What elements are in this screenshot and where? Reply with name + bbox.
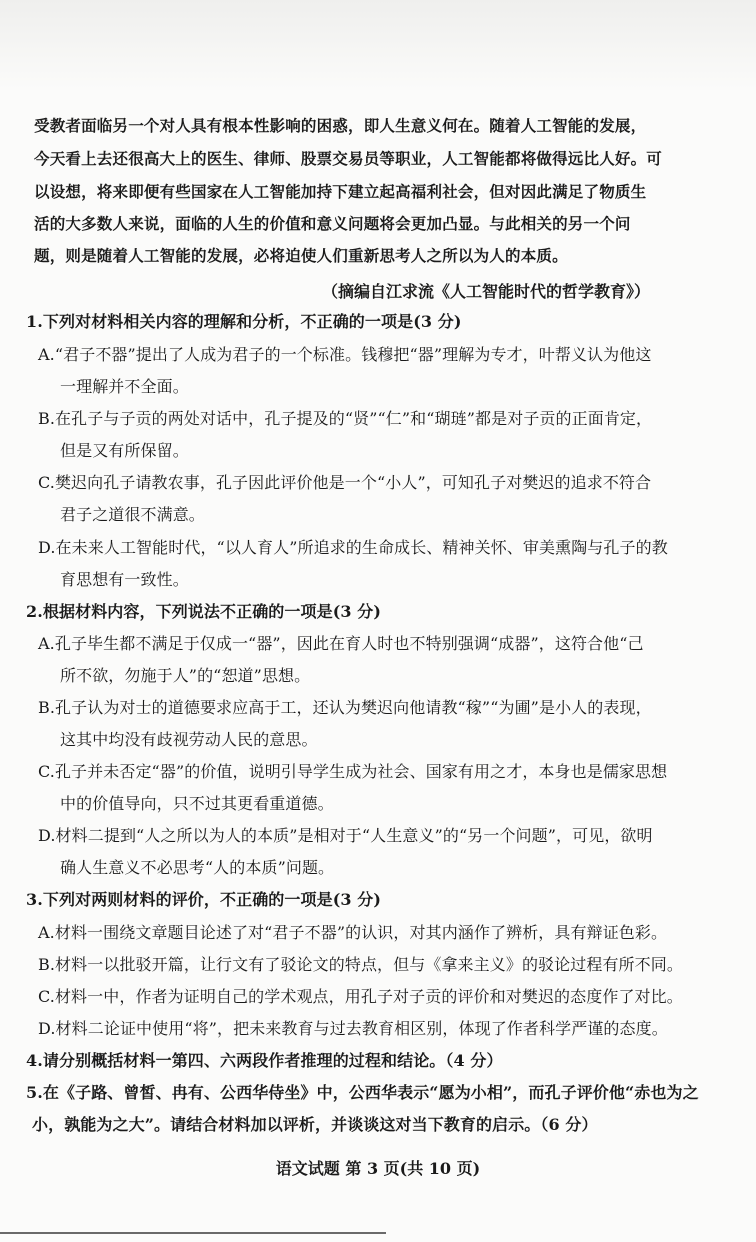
q1-option-a-cont: 一理解并不全面。 (60, 377, 189, 396)
question-5-stem: 5.在《子路、曾皙、冉有、公西华侍坐》中，公西华表示“愿为小相”，而孔子评价他“赤也为之 (26, 1083, 699, 1102)
passage-line: 活的大多数人来说，面临的人生的价值和意义问题将会更加凸显。与此相关的另一个问 (34, 215, 631, 233)
passage-source: （摘编自江求流《人工智能时代的哲学教育》） (322, 282, 651, 301)
q3-option-c: C.材料一中，作者为证明自己的学术观点，用孔子对子贡的评价和对樊迟的态度作了对比。 (38, 987, 683, 1006)
page-footer: 语文试题 第 3 页(共 10 页) (275, 1159, 481, 1178)
q1-option-d-cont: 育思想有一致性。 (60, 570, 189, 589)
q2-option-c-cont: 中的价值导向，只不过其更看重道德。 (60, 794, 334, 813)
question-4-stem: 4.请分别概括材料一第四、六两段作者推理的过程和结论。（4 分） (26, 1051, 503, 1070)
passage-line: 受教者面临另一个对人具有根本性影响的困惑，即人生意义何在。随着人工智能的发展， (34, 117, 647, 135)
q1-option-c-cont: 君子之道很不满意。 (60, 505, 205, 524)
divider (0, 1232, 386, 1234)
q1-option-a: A.“君子不器”提出了人成为君子的一个标准。钱穆把“器”理解为专才，叶帮义认为他这 (38, 345, 652, 364)
q3-option-d: D.材料二论证中使用“将”，把未来教育与过去教育相区别，体现了作者科学严谨的态度。 (38, 1019, 668, 1038)
q2-option-c: C.孔子并未否定“器”的价值，说明引导学生成为社会、国家有用之才，本身也是儒家思想 (38, 762, 668, 781)
q1-option-c: C.樊迟向孔子请教农事，孔子因此评价他是一个“小人”，可知孔子对樊迟的追求不符合 (38, 473, 652, 492)
question-5-stem-cont: 小，孰能为之大”。请结合材料加以评析，并谈谈这对当下教育的启示。（6 分） (32, 1115, 598, 1134)
q2-option-d-cont: 确人生意义不必思考“人的本质”问题。 (60, 858, 335, 877)
q2-option-d: D.材料二提到“人之所以为人的本质”是相对于“人生意义”的“另一个问题”，可见，欲明 (38, 826, 653, 845)
question-2-stem: 2.根据材料内容，下列说法不正确的一项是(3 分) (26, 602, 382, 621)
passage-line: 以设想，将来即便有些国家在人工智能加持下建立起高福利社会，但对因此满足了物质生 (34, 183, 647, 201)
q2-option-a: A.孔子毕生都不满足于仅成一“器”，因此在育人时也不特别强调“成器”，这符合他“己 (38, 634, 644, 653)
q1-option-b: B.在孔子与子贡的两处对话中，孔子提及的“贤”“仁”和“瑚琏”都是对子贡的正面肯定， (38, 409, 653, 428)
q1-option-d: D.在未来人工智能时代，“以人育人”所追求的生命成长、精神关怀、审美熏陶与孔子的教 (38, 538, 668, 557)
passage-line: 今天看上去还很高大上的医生、律师、股票交易员等职业，人工智能都将做得远比人好。可 (34, 150, 663, 168)
q3-option-a: A.材料一围绕文章题目论述了对“君子不器”的认识，对其内涵作了辨析，具有辩证色彩。 (38, 923, 668, 942)
scan-shadow (0, 0, 756, 90)
question-1-stem: 1.下列对材料相关内容的理解和分析，不正确的一项是(3 分) (26, 312, 462, 331)
q1-option-b-cont: 但是又有所保留。 (60, 441, 189, 460)
q2-option-b-cont: 这其中均没有歧视劳动人民的意思。 (60, 730, 318, 749)
q2-option-b: B.孔子认为对士的道德要求应高于工，还认为樊迟向他请教“稼”“为圃”是小人的表现， (38, 698, 652, 717)
q3-option-b: B.材料一以批驳开篇，让行文有了驳论文的特点，但与《拿来主义》的驳论过程有所不同。 (38, 955, 683, 974)
q2-option-a-cont: 所不欲，勿施于人”的“恕道”思想。 (60, 666, 311, 685)
passage-line: 题，则是随着人工智能的发展，必将迫使人们重新思考人之所以为人的本质。 (34, 247, 568, 265)
question-3-stem: 3.下列对两则材料的评价，不正确的一项是(3 分) (26, 890, 382, 909)
